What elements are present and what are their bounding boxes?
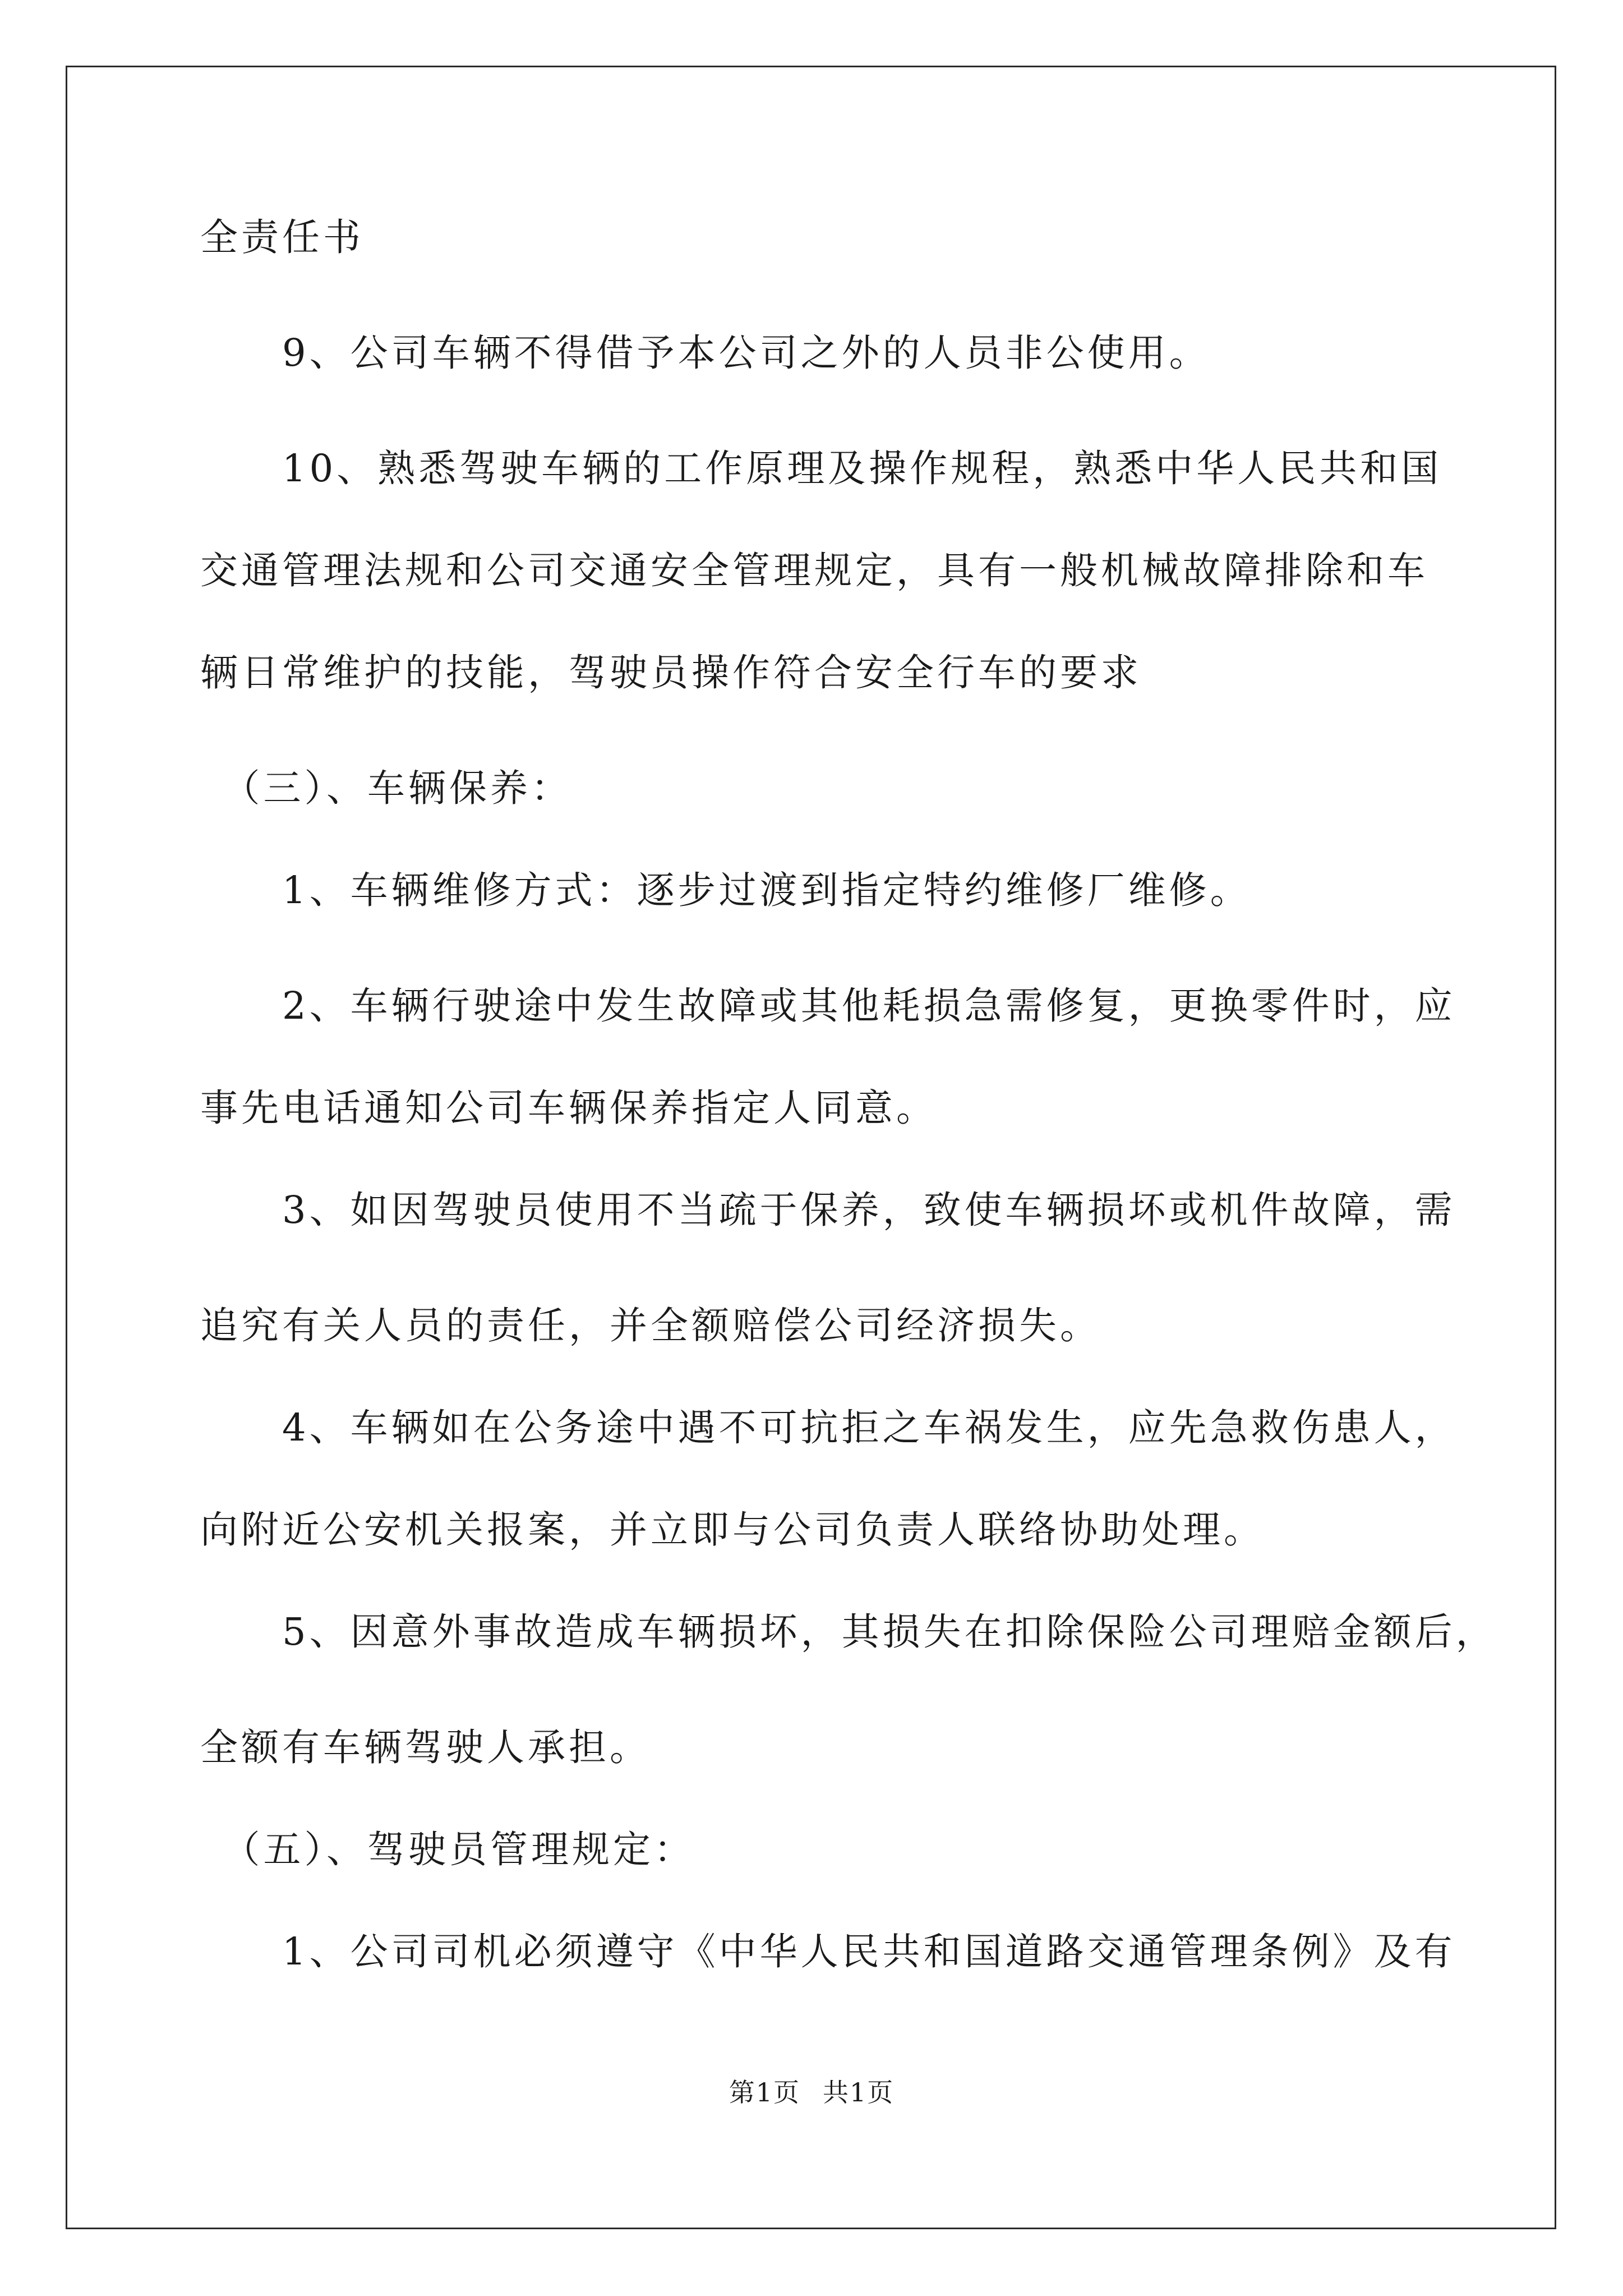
text-line: 全额有车辆驾驶人承担。: [200, 1726, 651, 1769]
text-line: 追究有关人员的责任，并全额赔偿公司经济损失。: [200, 1304, 1101, 1347]
text-line: 10、熟悉驾驶车辆的工作原理及操作规程，熟悉中华人民共和国: [200, 447, 1442, 490]
page-number: 第1页: [728, 2077, 800, 2108]
text-line: 5、因意外事故造成车辆损坏，其损失在扣除保险公司理赔金额后，: [200, 1610, 1497, 1654]
text-line: 交通管理法规和公司交通安全管理规定，具有一般机械故障排除和车: [200, 549, 1428, 592]
text-line: 向附近公安机关报案，并立即与公司负责人联络协助处理。: [200, 1508, 1265, 1552]
section-heading: （五）、驾驶员管理规定：: [200, 1828, 695, 1871]
text-line: 2、车辆行驶途中发生故障或其他耗损急需修复，更换零件时，应: [200, 984, 1456, 1028]
text-line: 4、车辆如在公务途中遇不可抗拒之车祸发生，应先急救伤患人，: [200, 1406, 1456, 1450]
text-line: 事先电话通知公司车辆保养指定人同意。: [200, 1086, 937, 1130]
text-line: 1、公司司机必须遵守《中华人民共和国道路交通管理条例》及有: [200, 1930, 1456, 1973]
page-border: [66, 66, 1556, 2229]
text-line: 辆日常维护的技能，驾驶员操作符合安全行车的要求: [200, 651, 1142, 694]
page-footer: [0, 2076, 1623, 2109]
section-heading: （三）、车辆保养：: [200, 766, 572, 810]
text-line: 9、公司车辆不得借予本公司之外的人员非公使用。: [200, 331, 1210, 375]
text-line: 1、车辆维修方式：逐步过渡到指定特约维修厂维修。: [200, 868, 1251, 912]
text-line: 3、如因驾驶员使用不当疏于保养，致使车辆损坏或机件故障，需: [200, 1188, 1456, 1232]
text-line: 全责任书: [200, 215, 364, 259]
page-total: 共1页: [823, 2077, 895, 2108]
